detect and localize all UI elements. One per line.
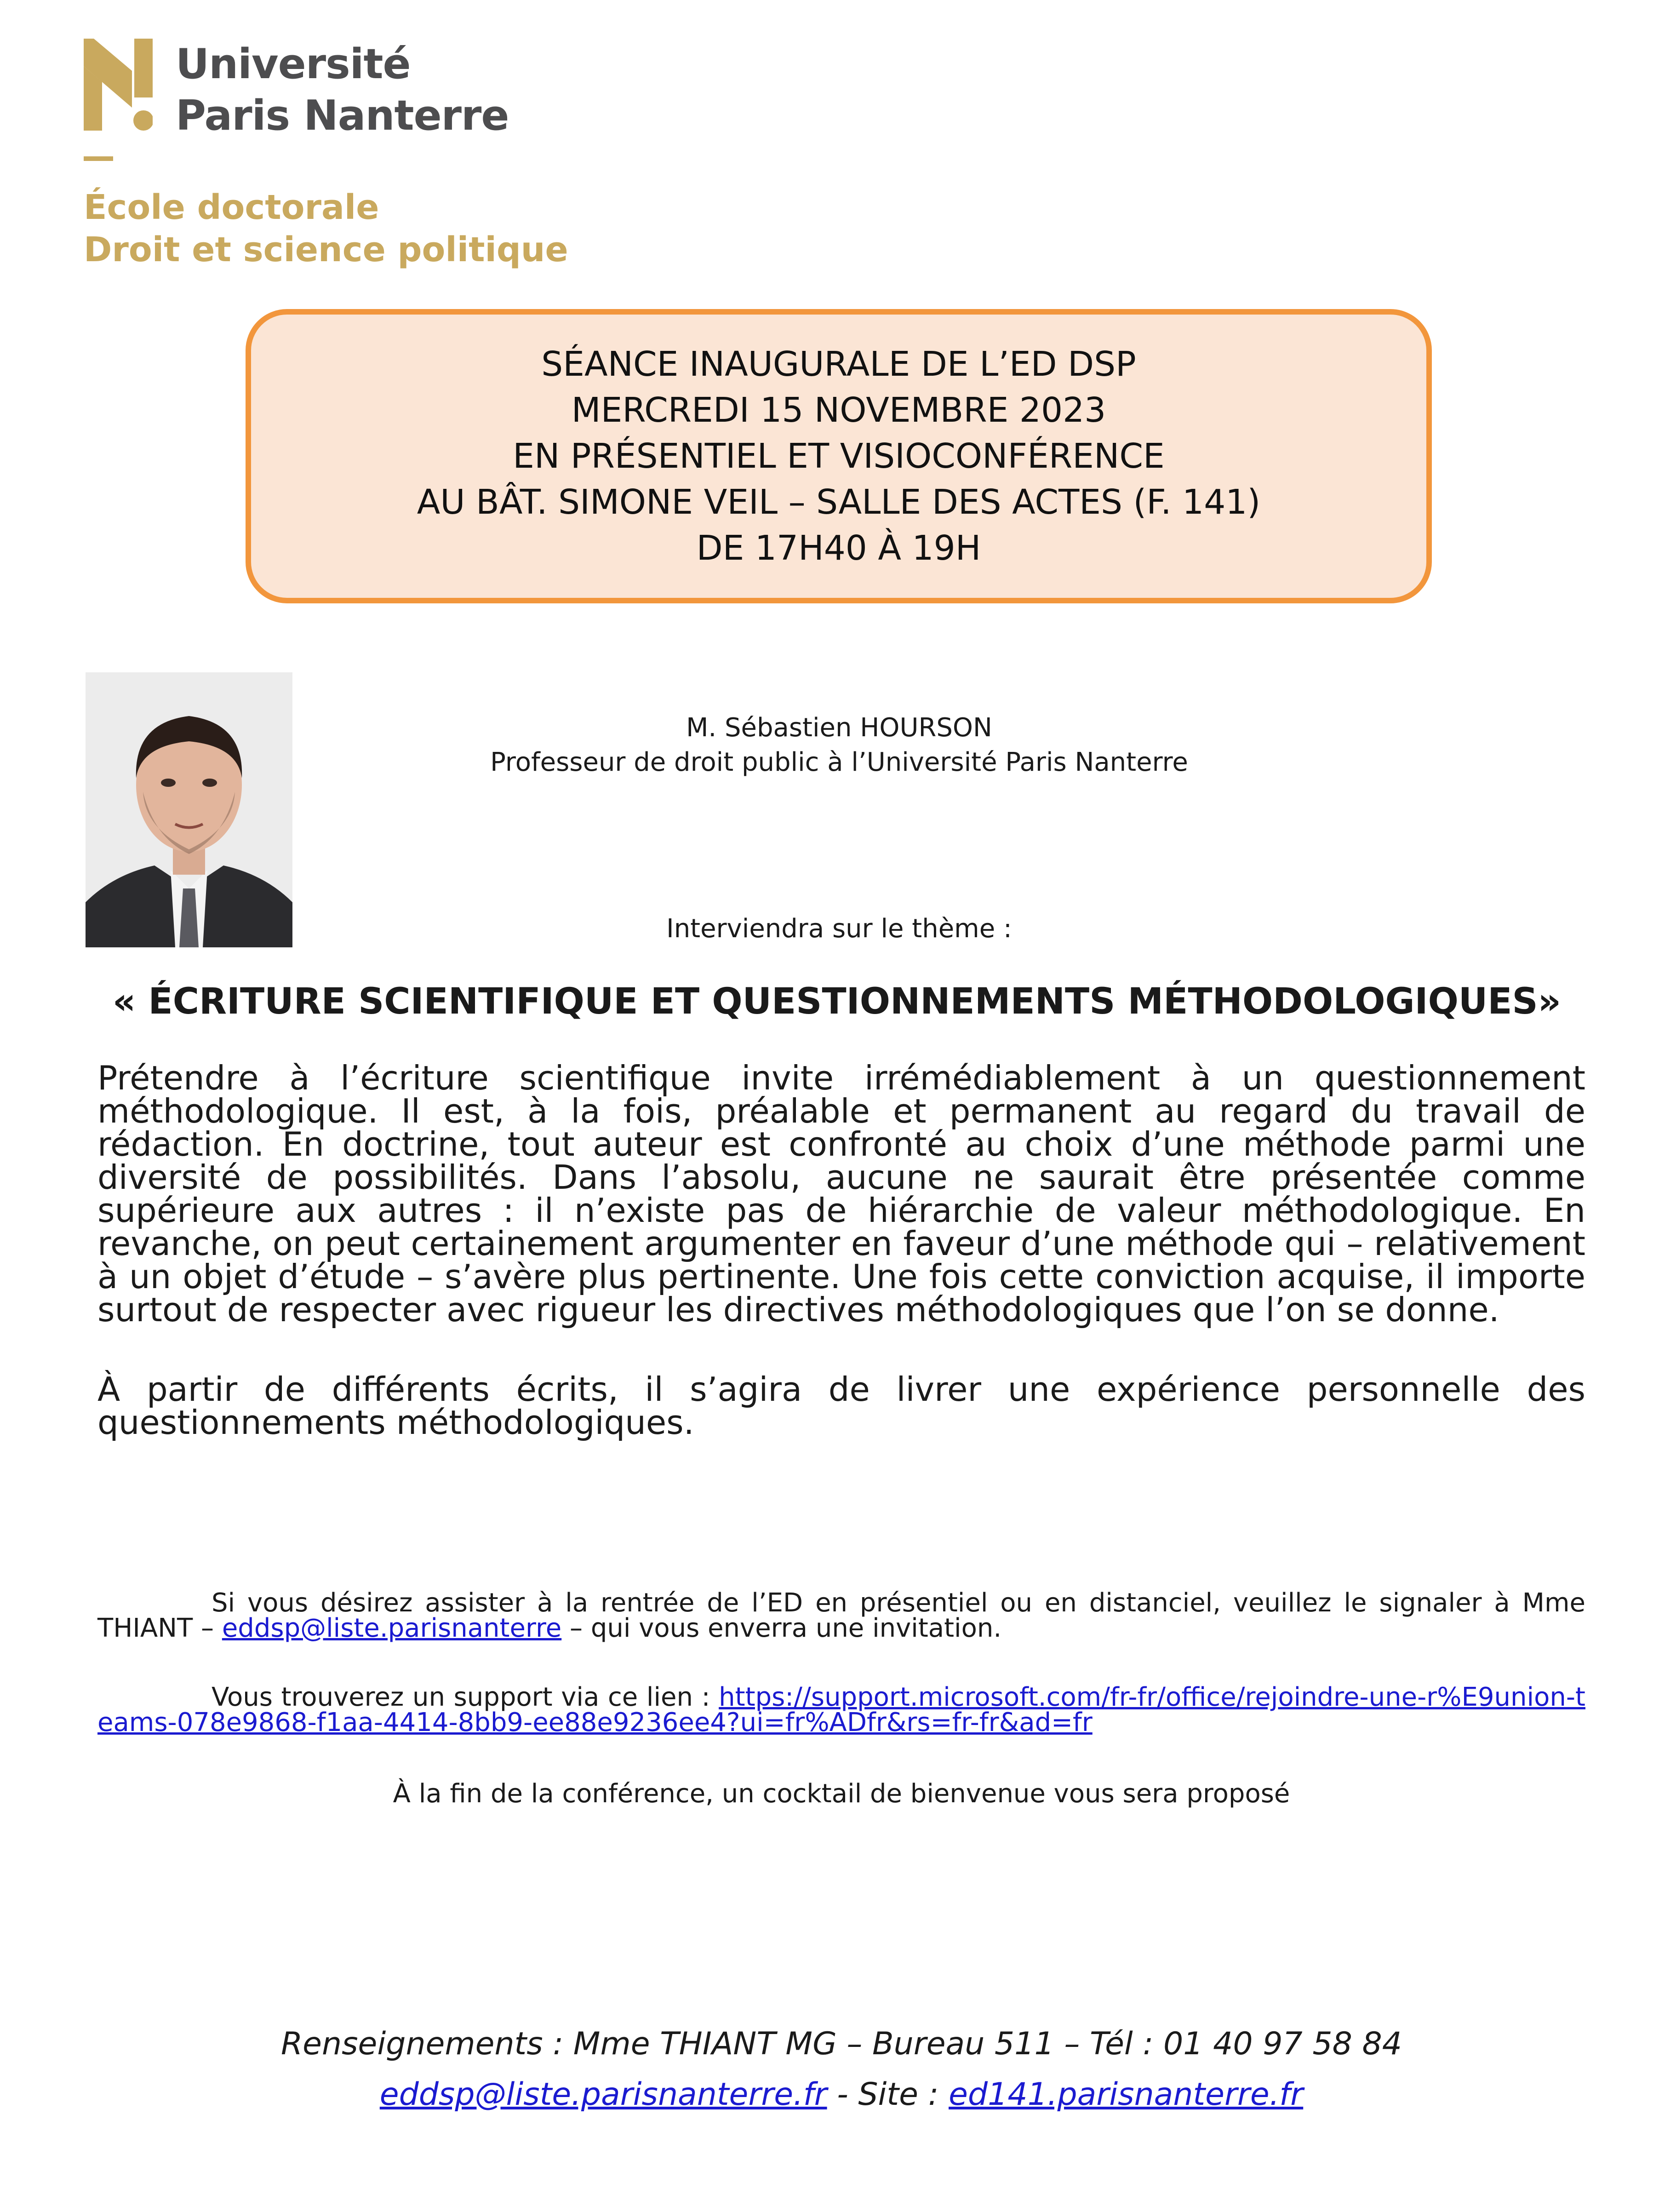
university-line-2: Paris Nanterre	[176, 92, 509, 140]
speaker-role: Professeur de droit public à l’Université Paris Nanterre	[490, 747, 1188, 777]
logo-divider	[84, 156, 113, 161]
school-line-1: École doctorale	[84, 188, 379, 227]
attendance-text-before: Si vous désirez assister à la rentrée de l’ED en présentiel ou en distanciel, veuillez le signaler à Mme THIANT –	[97, 1588, 1585, 1643]
university-name	[176, 39, 509, 142]
attendance-email-link[interactable]: eddsp@liste.parisnanterre	[222, 1613, 562, 1643]
attendance-notice	[97, 1590, 1585, 1641]
theme-intro: Interviendra sur le thème :	[666, 914, 1012, 944]
talk-title: « ÉCRITURE SCIENTIFIQUE ET QUESTIONNEMENTS MÉTHODOLOGIQUES»	[112, 981, 1562, 1022]
event-date: MERCREDI 15 NOVEMBRE 2023	[571, 390, 1106, 430]
doctoral-school-name	[84, 186, 568, 271]
abstract-paragraph-2: À partir de différents écrits, il s’agira de livrer une expérience personnelle des questionnements méthodologiques.	[97, 1370, 1585, 1442]
footer-links	[92, 2074, 1591, 2115]
support-notice	[97, 1682, 1585, 1737]
event-format: EN PRÉSENTIEL ET VISIOCONFÉRENCE	[513, 436, 1165, 476]
university-line-1: Université	[176, 40, 411, 88]
school-line-2: Droit et science politique	[84, 230, 568, 269]
support-text: Vous trouverez un support via ce lien :	[212, 1682, 719, 1712]
footer-contact: Renseignements : Mme THIANT MG – Bureau 511 – Tél : 01 40 97 58 84	[280, 2026, 1402, 2062]
attendance-text-after: – qui vous enverra une invitation.	[561, 1613, 1002, 1643]
footer-site-link[interactable]: ed141.parisnanterre.fr	[949, 2076, 1304, 2113]
support-link[interactable]: https://support.microsoft.com/fr-fr/office/rejoindre-une-r%E9union-teams-078e9868-f1aa-4414-8bb9-ee88e9236ee4?ui=fr%ADfr&rs=fr-fr&ad=fr	[97, 1682, 1585, 1737]
footer-site-label: - Site :	[827, 2076, 949, 2113]
footer-email-link[interactable]: eddsp@liste.parisnanterre.fr	[379, 2076, 827, 2113]
event-title: SÉANCE INAUGURALE DE L’ED DSP	[541, 344, 1136, 384]
event-location: AU BÂT. SIMONE VEIL – SALLE DES ACTES (F. 141)	[417, 482, 1261, 522]
cocktail-notice: À la fin de la conférence, un cocktail de bienvenue vous sera proposé	[393, 1779, 1290, 1809]
speaker-name: M. Sébastien HOURSON	[686, 713, 992, 743]
abstract-paragraph-1: Prétendre à l’écriture scientifique invite irrémédiablement à un questionnement méthodologique. Il est, à la fois, préalable et permanent au regard du travail de rédaction. En doctrine, tout auteur est confronté au choix d’une méthode parmi une diversité de possibilités. Dans l’absolu, aucune ne saurait être présentée comme supérieure aux autres : il n’existe pas de hiérarchie de valeur méthodologique. En revanche, on peut certainement argumenter en faveur d’une méthode qui – relativement à un objet d’étude – s’avère plus pertinente. Une fois cette conviction acquise, il importe surtout de respecter avec rigueur les directives méthodologiques que l’on se donne.	[97, 1059, 1585, 1329]
speaker-photo	[86, 672, 292, 947]
university-logo	[84, 39, 525, 140]
event-time: DE 17H40 À 19H	[696, 528, 981, 568]
event-info-box	[246, 309, 1432, 603]
nanterre-logo-icon	[84, 39, 153, 131]
speaker-portrait-icon	[86, 672, 292, 947]
